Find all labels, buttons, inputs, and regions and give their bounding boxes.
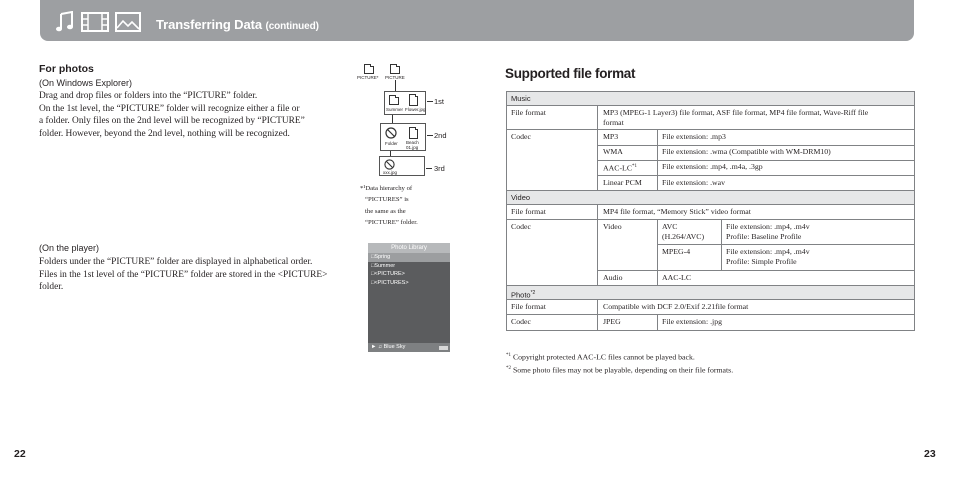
codec-desc: File extension: .wav: [662, 178, 726, 187]
level-1-box: [384, 91, 426, 115]
top-folder-label: PICTURE*: [357, 75, 379, 80]
level-1-label: Flower.jpg: [405, 107, 426, 112]
no-entry-icon: [385, 127, 397, 139]
column-divider: [657, 220, 658, 286]
footnote: [506, 363, 733, 376]
player-line: Folders under the “PICTURE” folder are displayed in alphabetical order.: [39, 257, 313, 267]
table-row: [506, 129, 915, 191]
player-title: Photo Library: [368, 243, 450, 253]
connector-line: [392, 115, 393, 123]
codec-name: [603, 162, 637, 174]
column-divider: [597, 106, 598, 130]
windows-subheading: (On Windows Explorer): [39, 78, 133, 88]
footnote-line: “PICTURE” folder.: [365, 219, 418, 227]
column-divider: [597, 205, 598, 220]
header-title: [156, 17, 319, 32]
codec-name: AVC: [662, 222, 678, 231]
column-divider: [721, 220, 722, 270]
row-divider: [597, 175, 915, 176]
player-list-item: □<PICTURE>: [371, 271, 405, 277]
connector-line: [395, 80, 396, 91]
footnote-text: Some photo files may not be playable, depending on their file formats.: [511, 365, 734, 375]
codec-name: (H.264/AVC): [662, 232, 705, 241]
section-footnote-mark: *2: [530, 290, 536, 296]
column-divider: [597, 315, 598, 331]
header-continued: (continued): [265, 21, 319, 32]
windows-line: Drag and drop files or folders into the “PICTURE” folder.: [39, 91, 258, 101]
level-pointer: [427, 135, 433, 136]
level-2-label: Folder: [385, 141, 398, 146]
cell-value: Compatible with DCF 2.0/Exif 2.21file format: [603, 302, 749, 311]
cell-value: MP3 (MPEG-1 Layer3) file format, ASF file format, MP4 file format, Wave-Riff file: [603, 108, 869, 117]
table-row: [506, 219, 915, 286]
sub-label-audio: Audio: [603, 273, 623, 282]
table-footnotes: [506, 350, 733, 376]
level-3-box: [379, 156, 425, 176]
footnote-line: “PICTURES” is: [365, 196, 409, 204]
page-number-right: 23: [924, 448, 936, 460]
codec-desc: File extension: .mp4, .m4v: [726, 247, 810, 256]
page-number-left: 22: [14, 448, 26, 460]
section-header-music: Music: [506, 91, 915, 106]
player-line: Files in the 1st level of the “PICTURE” folder are stored in the <PICTURE>: [39, 269, 328, 280]
player-line: folder.: [39, 282, 64, 293]
codec-desc: File extension: .mp3: [662, 132, 726, 141]
supported-file-format-title: Supported file format: [505, 66, 636, 81]
player-now-playing-bar: [368, 343, 450, 352]
level-1-marker: 1st: [434, 97, 445, 106]
table-row: [506, 299, 915, 315]
footnote: [506, 350, 733, 363]
row-label: File format: [511, 207, 546, 216]
codec-name: AAC-LC: [662, 273, 692, 282]
table-row: [506, 105, 915, 130]
column-divider: [657, 130, 658, 191]
player-item-label: Spring: [374, 254, 391, 260]
music-note-icon: [55, 11, 75, 33]
codec-name: MP3: [603, 132, 619, 141]
row-divider: [597, 145, 915, 146]
windows-instructions: [39, 90, 305, 140]
folder-icon: [389, 97, 399, 105]
player-list-item: □Spring: [368, 253, 450, 262]
section-label: Photo: [511, 290, 531, 300]
level-pointer: [427, 101, 433, 102]
codec-desc: File extension: .mp4, .m4a, .3gp: [662, 162, 763, 171]
windows-line: folder. However, beyond the 2nd level, nothing will be recognized.: [39, 128, 290, 139]
player-list-item: □<PICTURES>: [371, 279, 409, 286]
level-3-label: xxx.jpg: [383, 170, 398, 175]
codec-desc: File extension: .mp4, .m4v: [726, 222, 810, 231]
now-playing-text: ♫ Blue Sky: [377, 344, 406, 350]
column-divider: [597, 300, 598, 315]
file-icon: [409, 96, 418, 106]
level-pointer: [426, 168, 432, 169]
photos-heading: For photos: [39, 63, 94, 75]
row-divider: [597, 160, 915, 161]
table-row: [506, 204, 915, 220]
header-bar: [40, 0, 914, 41]
codec-desc: Profile: Baseline Profile: [726, 232, 802, 241]
header-title-text: Transferring Data: [156, 17, 262, 32]
codec-name: Linear PCM: [603, 178, 642, 187]
codec-desc: Profile: Simple Profile: [726, 257, 797, 266]
row-divider: [657, 244, 915, 245]
photo-icon: [115, 11, 141, 33]
footnote-mark: *2: [506, 366, 511, 372]
row-label: File format: [511, 302, 546, 311]
column-divider: [657, 315, 658, 331]
player-item-label: Summer: [374, 262, 396, 269]
level-1-label: Summer: [386, 107, 404, 112]
codec-name-text: AAC-LC: [603, 163, 633, 173]
row-label: Codec: [511, 222, 531, 231]
sub-label-video: Video: [603, 222, 622, 231]
codec-footnote-mark: *1: [632, 164, 638, 169]
footnote-line: *¹Data hierarchy of: [360, 185, 413, 192]
section-header-photo: [506, 285, 915, 300]
table-row: [506, 314, 915, 331]
level-2-box: [380, 123, 426, 151]
row-label: Codec: [511, 132, 531, 141]
top-folder-label: PICTURE: [385, 75, 405, 80]
footnote-mark: *1: [506, 353, 511, 358]
file-icon: [409, 129, 418, 139]
header-icons: [55, 11, 141, 33]
codec-name: MPEG-4: [662, 247, 691, 256]
file-format-table: [506, 92, 915, 331]
footnote-line: the same as the: [365, 207, 406, 215]
player-item-label: <PICTURE>: [374, 271, 405, 277]
windows-line: a folder. Only files on the 2nd level will be recognized by “PICTURE”: [39, 116, 305, 127]
no-entry-icon: [384, 159, 395, 170]
level-2-label: Beach 01.jpg: [406, 140, 419, 150]
section-header-video: Video: [506, 190, 915, 205]
player-list-item: □Summer: [371, 262, 396, 269]
level-3-marker: 3rd: [434, 164, 445, 173]
folder-icon: [364, 66, 374, 74]
player-item-label: <PICTURES>: [374, 279, 409, 286]
battery-icon: [439, 346, 448, 350]
row-divider: [597, 270, 915, 271]
film-icon: [81, 11, 109, 33]
codec-name: WMA: [603, 147, 623, 156]
row-label: Codec: [511, 317, 531, 326]
player-instructions: [39, 256, 327, 294]
column-divider: [597, 130, 598, 191]
play-icon: ►: [371, 344, 377, 350]
row-label: File format: [511, 108, 546, 117]
player-subheading: (On the player): [39, 243, 100, 253]
column-divider: [597, 220, 598, 286]
cell-value: MP4 file format, “Memory Stick” video format: [603, 207, 751, 216]
folder-icon: [390, 66, 400, 74]
codec-name: JPEG: [603, 317, 621, 326]
codec-desc: File extension: .wma (Compatible with WM-DRM10): [662, 147, 831, 156]
player-screen: [368, 243, 450, 352]
footnote-text: Copyright protected AAC-LC files cannot be played back.: [511, 352, 695, 362]
cell-value: format: [603, 118, 624, 127]
level-2-marker: 2nd: [434, 131, 447, 140]
diagram-footnote: [360, 183, 418, 229]
codec-desc: File extension: .jpg: [662, 317, 722, 326]
windows-line: On the 1st level, the “PICTURE” folder will recognize either a file or: [39, 103, 300, 114]
